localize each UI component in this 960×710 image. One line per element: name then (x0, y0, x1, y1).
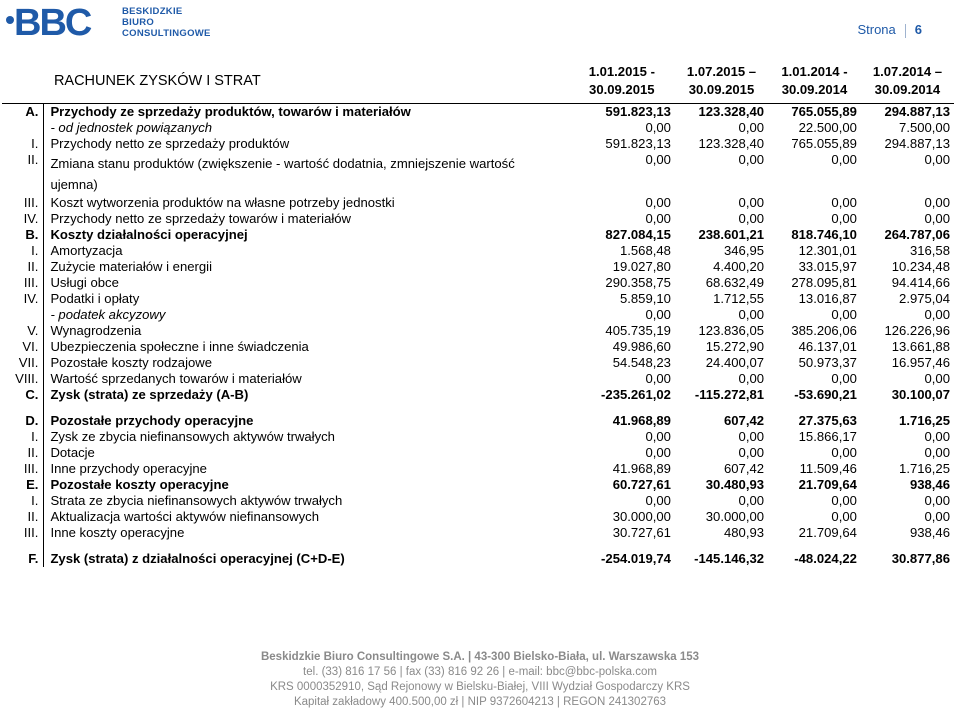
table-row (2, 371, 954, 387)
table-row (2, 259, 954, 275)
row-label: II. (27, 509, 39, 524)
row-value: 60.727,61 (612, 477, 671, 492)
row-label: III. (23, 275, 39, 290)
row-description: Pozostałe koszty operacyjne (44, 477, 569, 493)
row-description: Przychody ze sprzedaży produktów, towarów i materiałów (44, 104, 569, 121)
row-value: 68.632,49 (705, 275, 765, 290)
row-description: Amortyzacja (44, 243, 569, 259)
row-value: 5.859,10 (619, 291, 671, 306)
row-value: 30.000,00 (612, 509, 671, 524)
table-row (2, 120, 954, 136)
row-value: 126.226,96 (884, 323, 950, 338)
row-value: 0,00 (645, 307, 671, 322)
row-label: V. (27, 323, 39, 338)
row-description: Pozostałe koszty rodzajowe (44, 355, 569, 371)
row-label: B. (25, 227, 39, 242)
table-row (2, 445, 954, 461)
row-value: 41.968,89 (612, 461, 671, 476)
row-value: 123.328,40 (698, 136, 765, 151)
row-value: 264.787,06 (884, 227, 950, 242)
row-label: I. (31, 493, 39, 508)
bbc-logo-icon (4, 2, 116, 42)
row-value: 4.400,20 (713, 259, 765, 274)
row-description: Koszty działalności operacyjnej (44, 227, 569, 243)
table-row (2, 339, 954, 355)
table-row (2, 211, 954, 227)
row-value: 50.973,37 (798, 355, 857, 370)
page-header (0, 0, 960, 50)
row-value: 238.601,21 (698, 227, 765, 242)
row-label: A. (25, 104, 39, 119)
row-value: 765.055,89 (791, 104, 857, 119)
row-value: 346,95 (723, 243, 765, 258)
row-description: Usługi obce (44, 275, 569, 291)
row-label: III. (23, 525, 39, 540)
row-value: 0,00 (831, 493, 857, 508)
row-value: 294.887,13 (884, 104, 950, 119)
row-value: 0,00 (831, 509, 857, 524)
page-footer (0, 650, 960, 710)
row-value: 827.084,15 (605, 227, 671, 242)
row-value: 0,00 (924, 307, 950, 322)
row-value: 0,00 (831, 371, 857, 386)
row-value: 49.986,60 (612, 339, 671, 354)
row-label: I. (31, 243, 39, 258)
row-value: 294.887,13 (884, 136, 950, 151)
row-description: Dotacje (44, 445, 569, 461)
footer-capital: Kapitał zakładowy 400.500,00 zł | NIP 9372604213 | REGON 241302763 (293, 696, 667, 708)
row-value: 0,00 (645, 445, 671, 460)
row-value: -254.019,74 (601, 551, 671, 566)
row-description: Pozostałe przychody operacyjne (44, 403, 569, 429)
table-row (2, 403, 954, 429)
page-separator (905, 24, 906, 38)
row-description: Zysk ze zbycia niefinansowych aktywów trwałych (44, 429, 569, 445)
row-value: 0,00 (924, 195, 950, 210)
logo-line-1: BESKIDZKIE (122, 5, 183, 17)
table-row (2, 525, 954, 541)
row-value: 30.000,00 (705, 509, 765, 524)
row-value: 385.206,06 (791, 323, 857, 338)
row-value: 123.328,40 (698, 104, 765, 119)
row-description: Przychody netto ze sprzedaży towarów i materiałów (44, 211, 569, 227)
row-value: 0,00 (738, 120, 765, 135)
table-row (2, 104, 954, 121)
row-value: 11.509,46 (799, 461, 857, 476)
row-value: 316,58 (909, 243, 950, 258)
row-value: 0,00 (645, 211, 671, 226)
row-value: -145.146,32 (694, 551, 765, 566)
row-value: 12.301,01 (798, 243, 857, 258)
column-header (569, 58, 675, 104)
row-description: Ubezpieczenia społeczne i inne świadczenia (44, 339, 569, 355)
column-header-text: 1.01.2015 - 30.09.2015 (588, 63, 655, 97)
row-value: 591.823,13 (605, 136, 671, 151)
row-label: I. (31, 429, 39, 444)
row-value: 0,00 (738, 307, 765, 322)
row-value: 21.709,64 (798, 477, 857, 492)
row-value: 0,00 (738, 195, 765, 210)
page-indicator (857, 22, 922, 38)
row-label: F. (28, 551, 39, 566)
row-value: 30.480,93 (705, 477, 765, 492)
row-description: Inne koszty operacyjne (44, 525, 569, 541)
bbc-logo (4, 2, 211, 42)
row-label (2, 307, 44, 323)
row-value: 7.500,00 (899, 120, 950, 135)
row-description: Strata ze zbycia niefinansowych aktywów trwałych (44, 493, 569, 509)
table-row (2, 493, 954, 509)
table-row (2, 429, 954, 445)
row-value: 24.400,07 (705, 355, 765, 370)
row-value: 0,00 (831, 152, 857, 167)
row-value: 30.877,86 (891, 551, 950, 566)
row-value: 0,00 (924, 211, 950, 226)
row-label: IV. (23, 211, 39, 226)
row-label: IV. (23, 291, 39, 306)
table-row (2, 477, 954, 493)
row-label: II. (27, 152, 39, 167)
row-label: VII. (18, 355, 39, 370)
row-value: 0,00 (645, 371, 671, 386)
table-row (2, 275, 954, 291)
table-row (2, 195, 954, 211)
row-description: - podatek akcyzowy (44, 307, 569, 323)
row-value: 21.709,64 (798, 525, 857, 540)
row-value: 27.375,63 (798, 413, 857, 428)
row-value: 591.823,13 (605, 104, 671, 119)
column-header-text: 1.07.2015 – 30.09.2015 (686, 63, 757, 97)
header-label-cell (2, 58, 44, 104)
row-label (2, 120, 44, 136)
table-row (2, 509, 954, 525)
row-value: 0,00 (738, 152, 765, 167)
row-value: 0,00 (738, 371, 765, 386)
row-value: 0,00 (645, 195, 671, 210)
table-row (2, 291, 954, 307)
row-description: Zysk (strata) ze sprzedaży (A-B) (44, 387, 569, 403)
row-value: 278.095,81 (791, 275, 857, 290)
row-value: 0,00 (831, 445, 857, 460)
logo-text (122, 6, 211, 39)
row-value: 22.500,00 (798, 120, 857, 135)
row-value: 0,00 (924, 371, 950, 386)
row-value: -53.690,21 (794, 387, 857, 402)
row-value: 607,42 (723, 413, 765, 428)
row-label: C. (25, 387, 39, 402)
row-value: 0,00 (645, 429, 671, 444)
row-value: 1.568,48 (619, 243, 671, 258)
row-value: 0,00 (924, 509, 950, 524)
table-row (2, 387, 954, 403)
row-value: 0,00 (738, 493, 765, 508)
row-value: 0,00 (831, 195, 857, 210)
row-label: D. (25, 413, 39, 428)
row-value: 818.746,10 (791, 227, 857, 242)
row-value: 0,00 (831, 211, 857, 226)
column-header (861, 58, 954, 104)
row-description: - od jednostek powiązanych (44, 120, 569, 136)
page-number: 6 (914, 22, 922, 37)
row-label: E. (26, 477, 39, 492)
row-value: 46.137,01 (798, 339, 857, 354)
table-row (2, 227, 954, 243)
row-value: 2.975,04 (899, 291, 950, 306)
row-value: 0,00 (645, 493, 671, 508)
row-description: Zysk (strata) z działalności operacyjnej (C+D-E) (44, 541, 569, 567)
row-value: 0,00 (924, 445, 950, 460)
row-value: 1.716,25 (899, 461, 950, 476)
row-label: II. (27, 259, 39, 274)
row-value: 607,42 (723, 461, 765, 476)
logo-line-3: CONSULTINGOWE (122, 27, 211, 39)
row-value: 480,93 (723, 525, 765, 540)
row-label: III. (23, 461, 39, 476)
row-value: 1.712,55 (713, 291, 765, 306)
row-value: 1.716,25 (899, 413, 950, 428)
table-row (2, 323, 954, 339)
row-value: 0,00 (738, 211, 765, 226)
footer-company: Beskidzkie Biuro Consultingowe S.A. | 43-300 Bielsko-Biała, ul. Warszawska 153 (260, 651, 700, 663)
row-label: VI. (22, 339, 39, 354)
row-description: Wynagrodzenia (44, 323, 569, 339)
table-row (2, 307, 954, 323)
row-value: 33.015,97 (798, 259, 857, 274)
row-value: 10.234,48 (891, 259, 950, 274)
row-label: II. (27, 445, 39, 460)
column-header (768, 58, 861, 104)
row-value: 15.866,17 (798, 429, 857, 444)
table-row (2, 541, 954, 567)
page-label: Strona (857, 22, 896, 37)
footer-contact: tel. (33) 816 17 56 | fax (33) 816 92 26 | e-mail: bbc@bbc-polska.com (303, 666, 657, 678)
row-value: 0,00 (924, 152, 950, 167)
row-value: 405.735,19 (605, 323, 671, 338)
row-value: -48.024,22 (794, 551, 857, 566)
row-value: 0,00 (738, 445, 765, 460)
row-value: 0,00 (645, 120, 671, 135)
row-value: 13.016,87 (798, 291, 857, 306)
footer-registry: KRS 0000352910, Sąd Rejonowy w Bielsku-Białej, VIII Wydział Gospodarczy KRS (270, 681, 690, 693)
row-description: Zmiana stanu produktów (zwiększenie - wartość dodatnia, zmniejszenie wartość ujemna) (44, 152, 569, 195)
table-title: RACHUNEK ZYSKÓW I STRAT (53, 72, 261, 89)
row-description: Zużycie materiałów i energii (44, 259, 569, 275)
row-description: Inne przychody operacyjne (44, 461, 569, 477)
svg-text:BBC: BBC (14, 2, 91, 42)
table-row (2, 243, 954, 259)
row-description: Koszt wytworzenia produktów na własne potrzeby jednostki (44, 195, 569, 211)
row-value: 290.358,75 (605, 275, 671, 290)
row-description: Aktualizacja wartości aktywów niefinansowych (44, 509, 569, 525)
row-value: 13.661,88 (891, 339, 950, 354)
table-row (2, 152, 954, 195)
row-description: Wartość sprzedanych towarów i materiałów (44, 371, 569, 387)
row-value: 41.968,89 (612, 413, 671, 428)
table-row (2, 355, 954, 371)
income-statement-table (2, 58, 954, 567)
row-value: 15.272,90 (705, 339, 765, 354)
logo-line-2: BIURO (122, 16, 155, 28)
column-header-text: 1.01.2014 - 30.09.2014 (781, 63, 848, 97)
table-row (2, 136, 954, 152)
row-label: VIII. (15, 371, 39, 386)
row-value: 94.414,66 (891, 275, 950, 290)
row-label: I. (31, 136, 39, 151)
row-value: 938,46 (909, 525, 950, 540)
row-label: III. (23, 195, 39, 210)
row-value: -115.272,81 (694, 387, 765, 402)
row-description: Przychody netto ze sprzedaży produktów (44, 136, 569, 152)
row-value: 0,00 (645, 152, 671, 167)
row-value: 0,00 (924, 429, 950, 444)
row-value: 765.055,89 (791, 136, 857, 151)
row-value: 0,00 (924, 493, 950, 508)
row-value: 123.836,05 (698, 323, 765, 338)
row-value: 938,46 (909, 477, 950, 492)
table-header-row (2, 58, 954, 104)
row-value: 19.027,80 (612, 259, 671, 274)
row-value: 30.727,61 (612, 525, 671, 540)
row-value: 54.548,23 (612, 355, 671, 370)
row-value: 0,00 (738, 429, 765, 444)
row-value: 0,00 (831, 307, 857, 322)
row-description: Podatki i opłaty (44, 291, 569, 307)
row-value: -235.261,02 (601, 387, 671, 402)
table-row (2, 461, 954, 477)
column-header (675, 58, 768, 104)
row-value: 30.100,07 (891, 387, 950, 402)
row-value: 16.957,46 (891, 355, 950, 370)
column-header-text: 1.07.2014 – 30.09.2014 (872, 63, 943, 97)
